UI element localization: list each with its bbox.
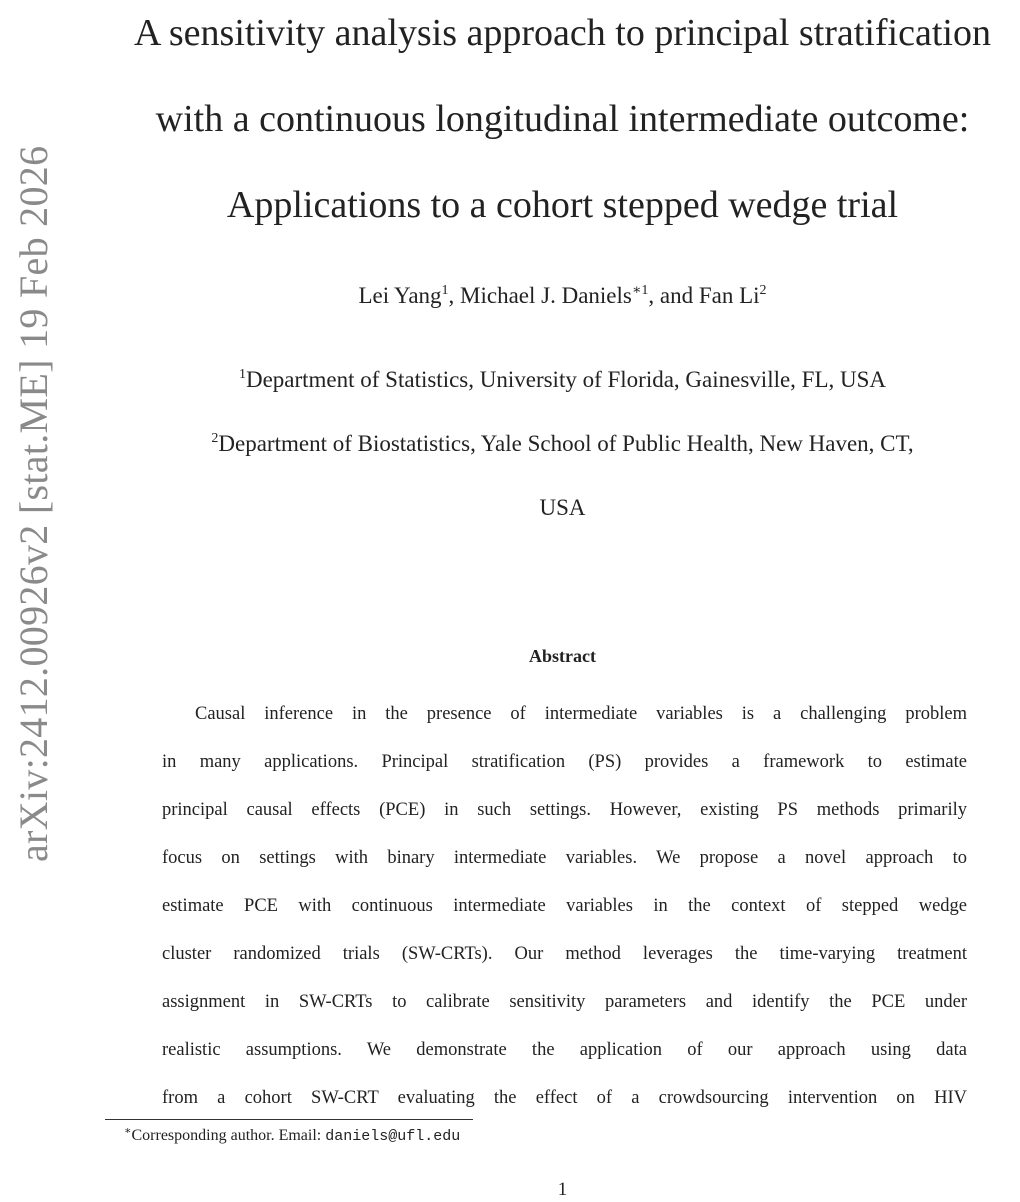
affiliation-2-text: Department of Biostatistics, Yale School of Public Health, New Haven, CT, bbox=[218, 431, 914, 456]
affiliation-2-mark: 2 bbox=[211, 431, 219, 446]
abstract-line: cluster randomized trials (SW-CRTs). Our method leverages the time-varying treatment bbox=[162, 944, 967, 964]
abstract-line: Causal inference in the presence of intermediate variables is a challenging problem bbox=[195, 704, 967, 724]
author-list bbox=[100, 278, 1020, 314]
affiliation-1-text: Department of Statistics, University of Florida, Gainesville, FL, USA bbox=[245, 367, 887, 392]
title-line-1: A sensitivity analysis approach to principal stratification bbox=[134, 12, 991, 54]
paper-title bbox=[100, 0, 1020, 248]
author-2-affiliation-mark: ∗1 bbox=[631, 283, 649, 298]
abstract-body bbox=[162, 690, 967, 1122]
arxiv-identifier: arXiv:2412.00926v2 [stat.ME] 19 Feb 2026 bbox=[11, 145, 56, 862]
affiliation-1 bbox=[100, 348, 1020, 412]
footnote bbox=[124, 1124, 460, 1149]
author-3-affiliation-mark: 2 bbox=[759, 283, 767, 298]
author-2: , Michael J. Daniels bbox=[448, 283, 632, 308]
title-line-2: with a continuous longitudinal intermediate outcome: bbox=[155, 98, 970, 140]
abstract-line: realistic assumptions. We demonstrate the application of our approach using data bbox=[162, 1040, 967, 1060]
abstract-line: principal causal effects (PCE) in such settings. However, existing PS methods primarily bbox=[162, 800, 967, 820]
affiliation-2 bbox=[100, 412, 1020, 540]
abstract-line: focus on settings with binary intermediate variables. We propose a novel approach to bbox=[162, 848, 967, 868]
abstract-line: estimate PCE with continuous intermediate variables in the context of stepped wedge bbox=[162, 896, 967, 916]
author-1-affiliation-mark: 1 bbox=[441, 283, 449, 298]
abstract-line: in many applications. Principal stratification (PS) provides a framework to estimate bbox=[162, 752, 967, 772]
affiliation-2-continued: USA bbox=[539, 495, 586, 520]
abstract-line: assignment in SW-CRTs to calibrate sensitivity parameters and identify the PCE under bbox=[162, 992, 967, 1012]
corresponding-email[interactable]: daniels@ufl.edu bbox=[325, 1128, 461, 1145]
author-1: Lei Yang bbox=[358, 283, 442, 308]
abstract-heading: Abstract bbox=[529, 646, 596, 666]
affiliation-1-mark: 1 bbox=[238, 367, 246, 382]
page-number: 1 bbox=[557, 1179, 568, 1200]
footnote-text: Corresponding author. Email: bbox=[131, 1127, 326, 1144]
author-3: , and Fan Li bbox=[648, 283, 760, 308]
footnote-rule bbox=[105, 1119, 473, 1120]
footnote-mark: ∗ bbox=[124, 1125, 132, 1137]
abstract-line: from a cohort SW-CRT evaluating the effect of a crowdsourcing intervention on HIV bbox=[162, 1088, 967, 1108]
title-line-3: Applications to a cohort stepped wedge trial bbox=[226, 184, 899, 226]
